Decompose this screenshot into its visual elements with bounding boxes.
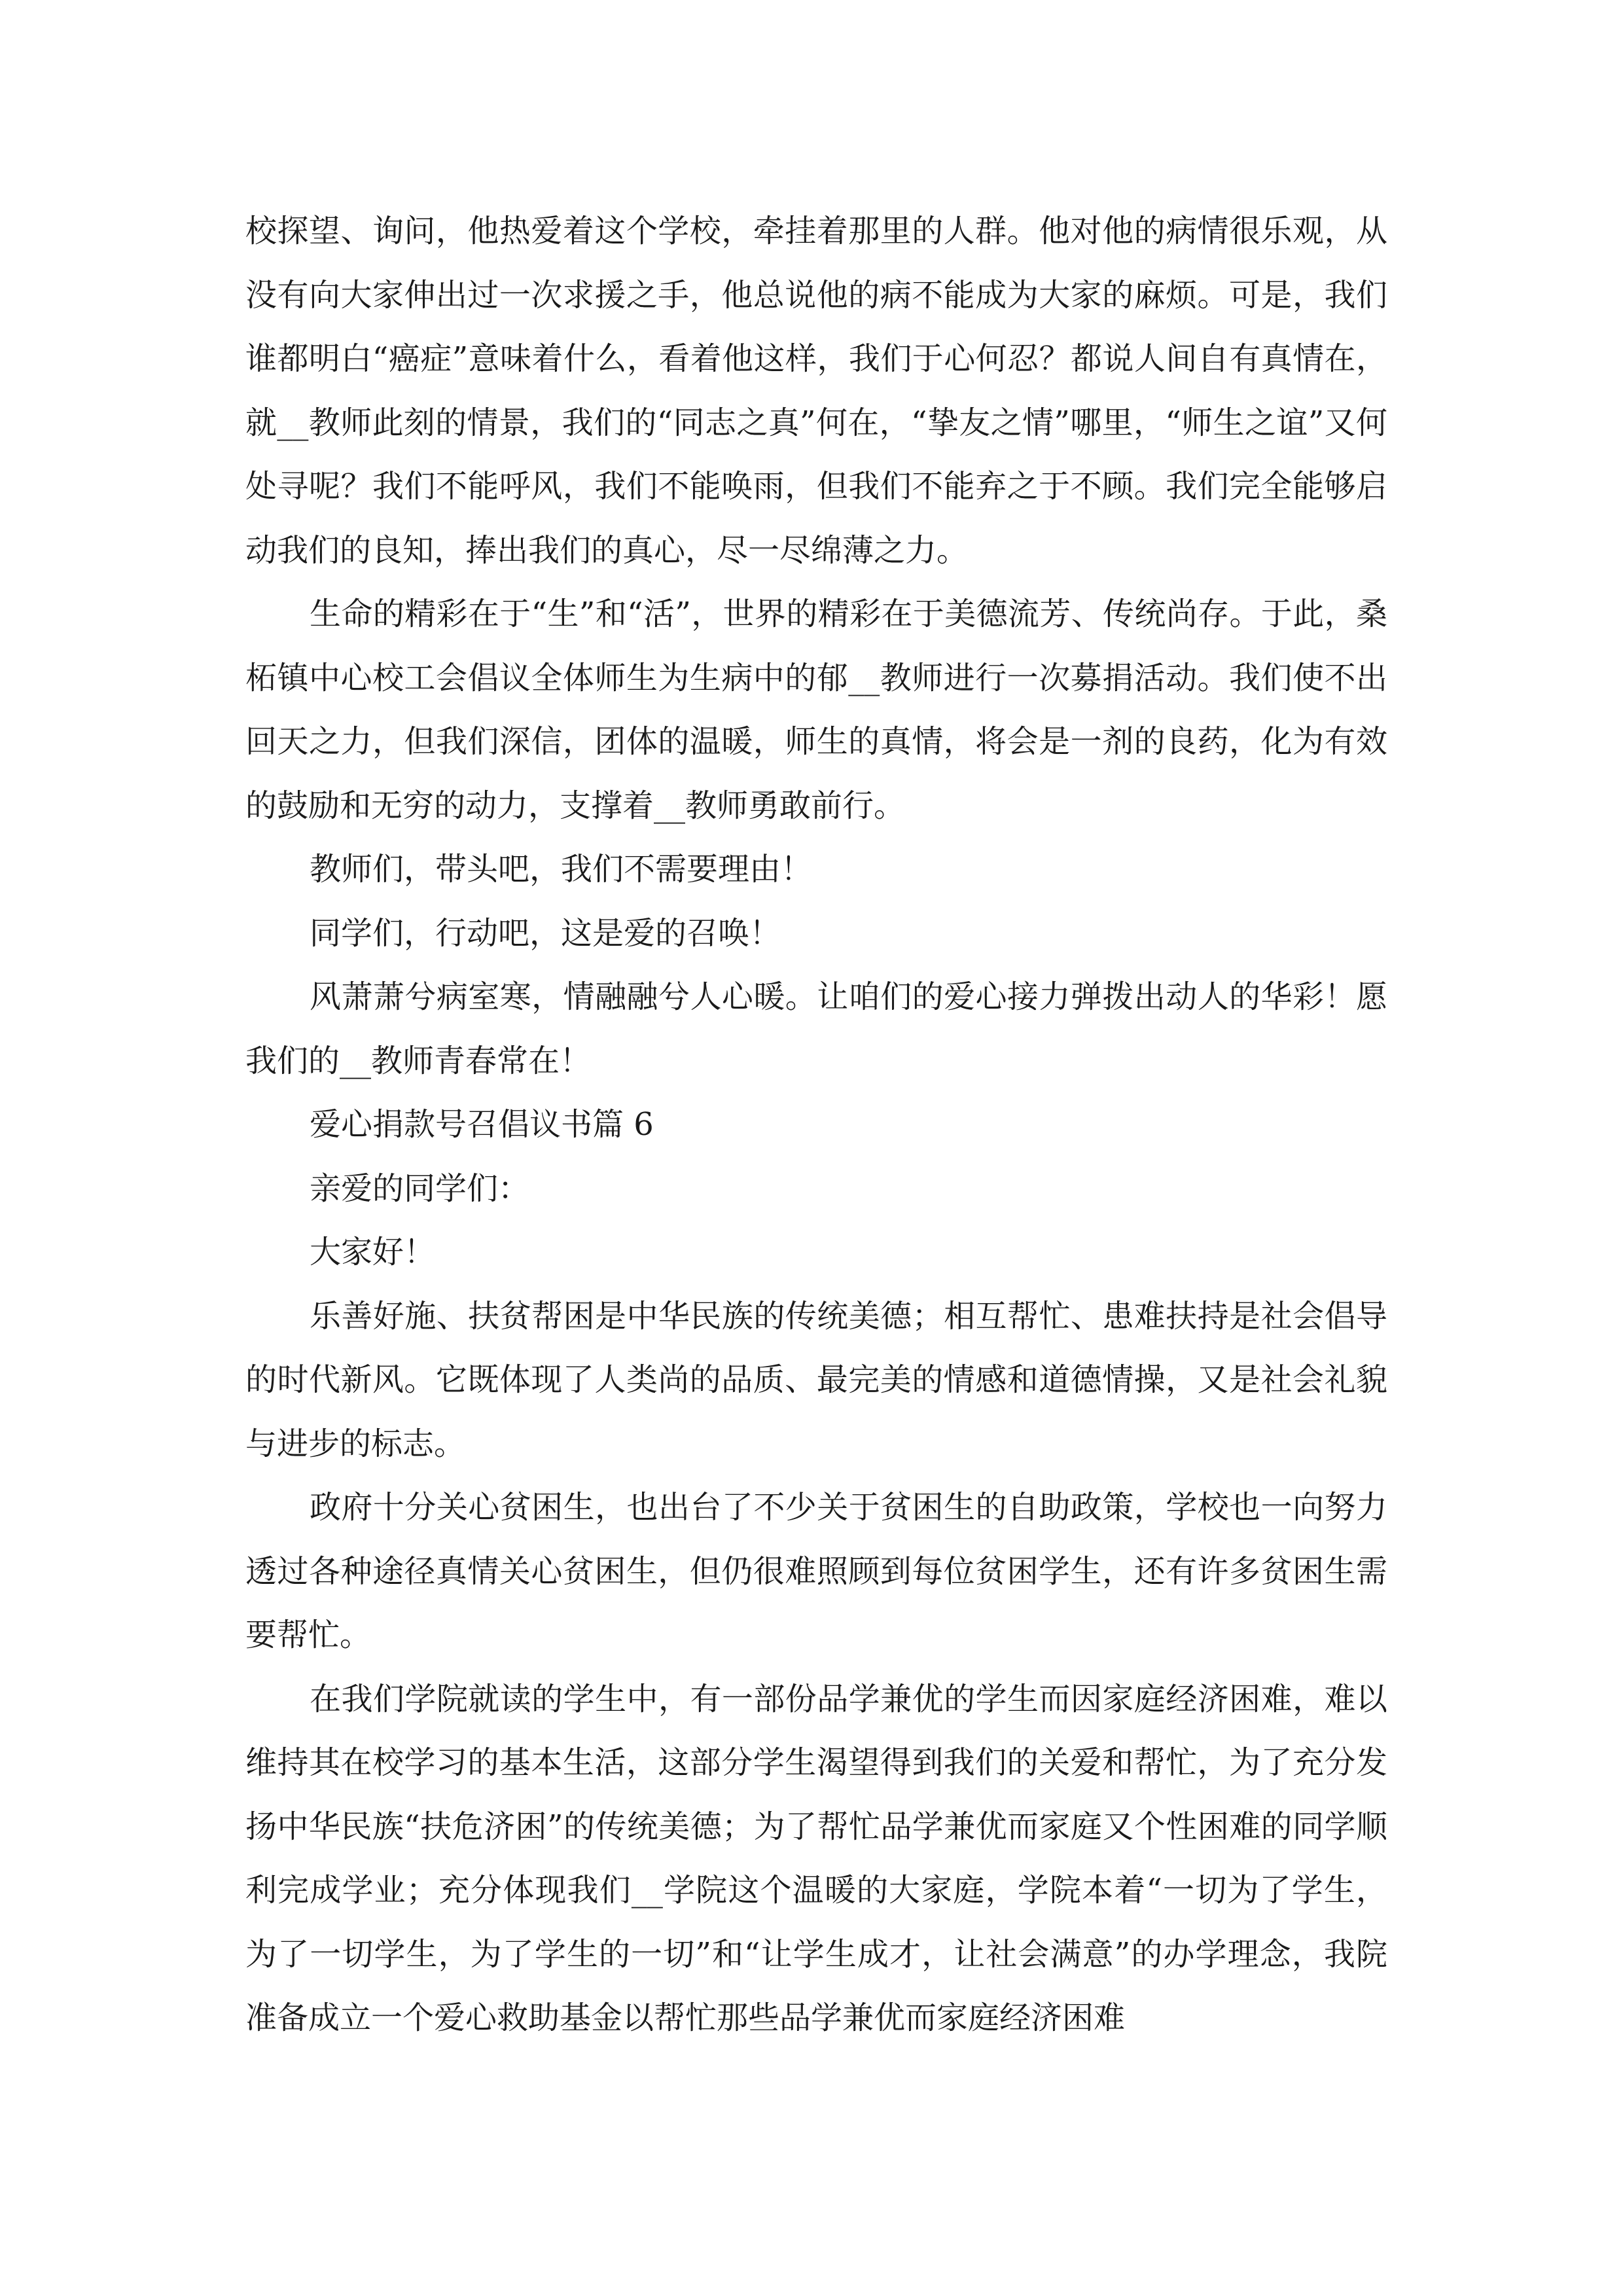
paragraph-continued: 校探望、询问，他热爱着这个学校，牵挂着那里的人群。他对他的病情很乐观，从没有向大家伸出过一次求援之手，他总说他的病不能成为大家的麻烦。可是，我们谁都明白“癌症”意味着什么，看着他这样，我们于心何忍？都说人间自有真情在，就__教师此刻的情景，我们的“同志之真”何在，“挚友之情”哪里，“师生之谊”又何处寻呢？我们不能呼风，我们不能唤雨，但我们不能弃之于不顾。我们完全能够启动我们的良知，捧出我们的真心，尽一尽绵薄之力。 <box>245 213 1387 569</box>
paragraph: 在我们学院就读的学生中，有一部份品学兼优的学生而因家庭经济困难，难以维持其在校学习的基本生活，这部分学生渴望得到我们的关爱和帮忙，为了充分发扬中华民族“扶危济困”的传统美德；为了帮忙品学兼优而家庭又个性困难的同学顺利完成学业；充分体现我们__学院这个温暖的大家庭，学院本着“一切为了学生，为了一切学生，为了学生的一切”和“让学生成才，让社会满意”的办学理念，我院准备成立一个爱心救助基金以帮忙那些品学兼优而家庭经济困难 <box>245 1680 1387 2036</box>
body-text <box>245 200 1387 2051</box>
greeting: 大家好！ <box>310 1234 436 1270</box>
paragraph: 同学们，行动吧，这是爱的召唤！ <box>310 914 781 952</box>
salutation: 亲爱的同学们： <box>310 1170 530 1207</box>
paragraph: 风萧萧兮病室寒，情融融兮人心暖。让咱们的爱心接力弹拨出动人的华彩！愿我们的__教师青春常在！ <box>245 978 1387 1079</box>
paragraph: 乐善好施、扶贫帮困是中华民族的传统美德；相互帮忙、患难扶持是社会倡导的时代新风。它既体现了人类尚的品质、最完美的情感和道德情操，又是社会礼貌与进步的标志。 <box>245 1297 1387 1462</box>
paragraph: 教师们，带头吧，我们不需要理由！ <box>310 851 813 888</box>
section-title: 爱心捐款号召倡议书篇 6 <box>310 1106 654 1143</box>
paragraph: 生命的精彩在于“生”和“活”，世界的精彩在于美德流芳、传统尚存。于此，桑柘镇中心校工会倡议全体师生为生病中的郁__教师进行一次募捐活动。我们使不出回天之力，但我们深信，团体的温暖，师生的真情，将会是一剂的良药，化为有效的鼓励和无穷的动力，支撑着__教师勇敢前行。 <box>245 596 1387 824</box>
paragraph: 政府十分关心贫困生，也出台了不少关于贫困生的自助政策，学校也一向努力透过各种途径真情关心贫困生，但仍很难照顾到每位贫困学生，还有许多贫困生需要帮忙。 <box>245 1489 1387 1653</box>
